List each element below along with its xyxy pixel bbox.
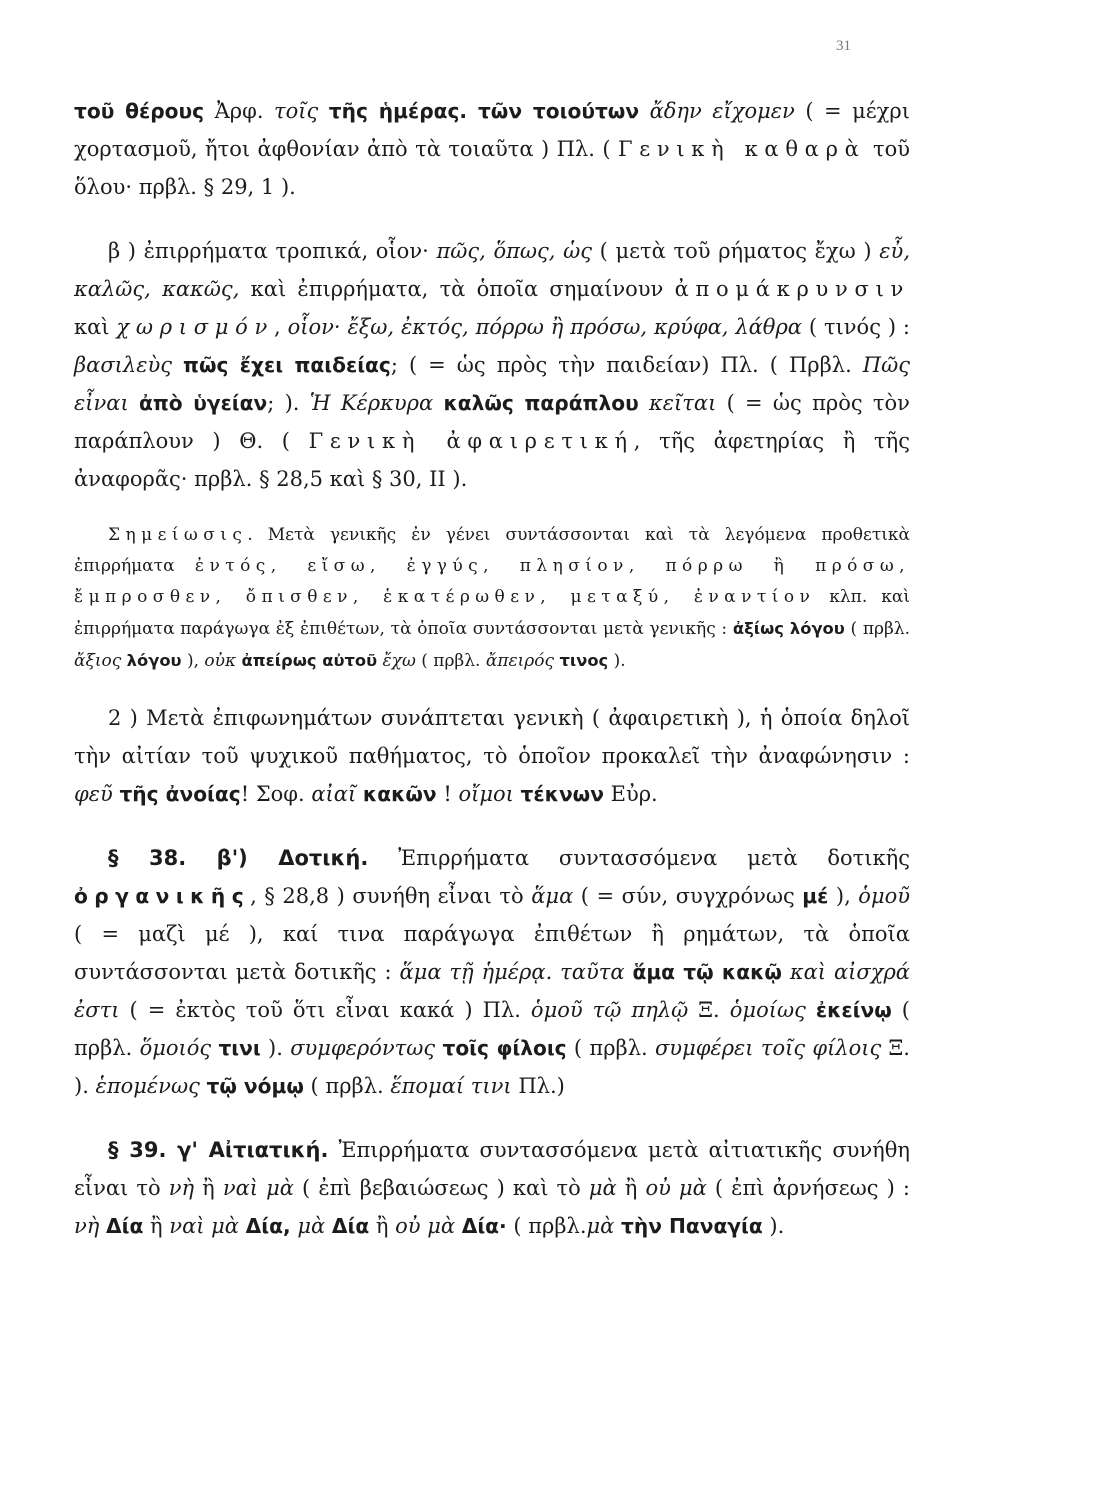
text: . Μετὰ γενικῆς ἐν γένει συντάσσονται καὶ τὰ λεγόμενα προθετικὰ ἐπιρρήματα [74, 525, 910, 576]
text: ( = σύν, συγχρόνως [573, 884, 803, 908]
text [639, 99, 650, 123]
section-heading: § 38. β') Δοτική. [108, 846, 369, 870]
italic-phrase: μὰ [297, 1214, 326, 1238]
bold-phrase: τὴν Παναγία [621, 1214, 763, 1238]
bold-phrase: Δία· [461, 1214, 507, 1238]
italic-phrase: οὐκ [204, 651, 237, 671]
bold-phrase: τῷ νόμῳ [206, 1074, 304, 1098]
text: ἢ [616, 1176, 646, 1200]
italic-phrase: ὅμοιός [139, 1036, 212, 1060]
text: ! Σοφ. [240, 782, 312, 806]
bold-phrase: τινι [218, 1036, 261, 1060]
italic-phrase: φεῦ [74, 782, 113, 806]
text [782, 960, 790, 984]
spaced-term: ἐντός, εἴσω, ἐγγύς, πλησίον, πόρρω ἢ πρόσω, ἔμπροσθεν, ὄπισθεν, ἑκατέρωθεν, μεταξύ, ἐναντίον [74, 556, 910, 607]
text [639, 391, 649, 415]
text: ( ἐπὶ βεβαιώσεως ) καὶ τὸ [293, 1176, 589, 1200]
text: ( πρβλ. [844, 619, 911, 639]
text: 2 ) Μετὰ ἐπιφωνημάτων συνάπτεται γενικὴ ( ἀφαιρετικὴ ), ἡ ὁποία δηλοῖ τὴν αἰτίαν τοῦ ψυχικοῦ παθήματος, τὸ ὁποῖον προκαλεῖ τὴν ἀναφώνησιν : [74, 706, 910, 768]
text: , § 28,8 ) συνήθη εἶναι τὸ [250, 884, 532, 908]
text: ( πρβλ. [303, 1074, 391, 1098]
text [239, 1214, 246, 1238]
spaced-term: Γενικὴ ἀφαιρετική [308, 429, 634, 453]
text: ), [828, 884, 859, 908]
text: ἢ [194, 1176, 223, 1200]
bold-phrase: τοῖς φίλοις [442, 1036, 567, 1060]
italic-phrase: ὁμοῦ [858, 884, 910, 908]
bold-phrase: μέ [802, 884, 829, 908]
note-paragraph [74, 520, 910, 677]
spaced-term: χωρισμόν [116, 315, 275, 339]
italic-phrase: ἅμα [531, 884, 574, 908]
italic-phrase: τοῖς [274, 99, 319, 123]
note-label: Σημείωσις [108, 525, 248, 545]
italic-phrase: συμφερόντως [290, 1036, 436, 1060]
text: Εὐρ. [603, 782, 658, 806]
text: Πλ.) [511, 1074, 565, 1098]
italic-phrase: ἄδην εἴχομεν [649, 99, 795, 123]
italic-phrase: συμφέρει τοῖς φίλοις [654, 1036, 882, 1060]
text: ( μετὰ τοῦ ρήματος ἔχω ) [592, 239, 880, 263]
italic-phrase: μὰ [588, 1176, 617, 1200]
text [514, 782, 521, 806]
bold-phrase: τῆς ἀνοίας [119, 782, 241, 806]
text [806, 998, 816, 1022]
text: καὶ [74, 315, 117, 339]
italic-phrase: νὴ [74, 1214, 100, 1238]
page-number: 31 [836, 38, 851, 54]
italic-phrase: ὁμοίως [729, 998, 806, 1022]
text: κλπ. καὶ ἐπιρρήματα παράγωγα ἐξ ἐπιθέτων, τὰ ὁποῖα συντάσσονται μετὰ γενικῆς : [74, 587, 911, 639]
text: ( = μαζὶ μέ ), καί τινα παράγωγα ἐπιθέτων ἢ ρημάτων, τὰ ὁποῖα συντάσσονται μετὰ δοτικῆς : [74, 922, 910, 984]
italic-phrase: οἴμοι [458, 782, 514, 806]
bold-phrase: ἅμα τῷ κακῷ [632, 960, 782, 984]
text: ( πρβλ. [506, 1214, 587, 1238]
italic-phrase: οὐ μὰ [645, 1176, 707, 1200]
spaced-term: ὀργανικῆς [74, 884, 251, 908]
italic-phrase: οὐ μὰ [395, 1214, 456, 1238]
text [356, 782, 363, 806]
italic-phrase: ἕπομαί τινι [390, 1074, 512, 1098]
italic-phrase: ὁμοῦ τῷ πηλῷ [530, 998, 689, 1022]
text: ( τινός ) : [801, 315, 911, 339]
italic-phrase: Πῶς εἶναι [74, 353, 910, 415]
text: ( = ὡς πρὸς τὸν παράπλουν ) Θ. ( [74, 391, 910, 453]
page-body [74, 92, 910, 1245]
text: τοῦ ὅλου· πρβλ. § 29, 1 ). [74, 137, 911, 199]
italic-phrase: Ἡ Κέρκυρα [309, 391, 434, 415]
text: ! [436, 782, 459, 806]
text: ), [181, 651, 205, 671]
text: ; ). [267, 391, 310, 415]
text [200, 1074, 207, 1098]
paragraph-interjections [74, 699, 910, 813]
bold-phrase: τοῦ θέρους [74, 99, 205, 123]
spaced-term: ἀπομάκρυνσιν [674, 277, 911, 301]
text: καὶ ἐπιρρήματα, τὰ ὁποῖα σημαίνουν [239, 277, 675, 301]
text: Ξ. ). [74, 1036, 910, 1098]
text: ( = ἐκτὸς τοῦ ὅτι εἶναι κακά ) Πλ. [119, 998, 531, 1022]
text [129, 391, 139, 415]
text: ). [762, 1214, 785, 1238]
italic-phrase: ἅμα τῇ ἡμέρᾳ. ταῦτα [399, 960, 625, 984]
text: ( = μέχρι χορτασμοῦ, ἤτοι ἀφθονίαν ἀπὸ τὰ τοιαῦτα ) Πλ. ( [74, 99, 910, 161]
section-38-dative [74, 839, 910, 1105]
text: Ἀρφ. [204, 99, 275, 123]
bold-phrase: τῆς ἡμέρας. τῶν τοιούτων [328, 99, 640, 123]
text: Ξ. [688, 998, 730, 1022]
text: ἢ [369, 1214, 396, 1238]
italic-phrase: οἷον· ἔξω, ἐκτός, πόρρω ἢ πρόσω, κρύφα, λάθρα [287, 315, 802, 339]
text [433, 391, 443, 415]
italic-phrase: ἑπομένως [95, 1074, 200, 1098]
italic-phrase: νὴ [168, 1176, 195, 1200]
text: ( πρβλ. [566, 1036, 655, 1060]
text [325, 1214, 332, 1238]
section-39-accusative [74, 1131, 910, 1245]
text [318, 99, 329, 123]
bold-phrase: ἀπείρως αὐτοῦ [241, 651, 378, 670]
italic-phrase: ναὶ μὰ [222, 1176, 294, 1200]
italic-phrase: καὶ αἰσχρά ἐστι [74, 960, 910, 1022]
paragraph-genitive-time [74, 92, 910, 206]
bold-phrase: ἀπὸ ὑγείαν [138, 391, 268, 415]
text: ( πρβλ. [74, 998, 910, 1060]
bold-phrase: Δία [106, 1214, 144, 1238]
bold-phrase: κακῶν [362, 782, 437, 806]
italic-phrase: ἔχω [382, 651, 416, 671]
section-heading: § 39. γ' Αἰτιατική. [108, 1138, 329, 1162]
bold-phrase: ἐκείνῳ [815, 998, 892, 1022]
bold-phrase: πῶς ἔχει παιδείας [183, 353, 391, 377]
bold-phrase: Δία, [245, 1214, 291, 1238]
bold-phrase: τινος [559, 651, 609, 670]
paragraph-modal-adverbs [74, 232, 910, 498]
italic-phrase: πῶς, ὅπως, ὡς [436, 239, 593, 263]
italic-phrase: ἄπειρός [485, 651, 555, 671]
text [455, 1214, 462, 1238]
text: , τῆς ἀφετηρίας ἢ τῆς ἀναφορᾶς· πρβλ. § 28,5 καὶ § 30, II ). [74, 429, 910, 491]
text: β ) ἐπιρρήματα τροπικά, οἷον· [108, 239, 437, 263]
text: ( πρβλ. [415, 651, 486, 671]
text: ( ἐπὶ ἀρνήσεως ) : [706, 1176, 910, 1200]
bold-phrase: Δία [331, 1214, 370, 1238]
bold-phrase: λόγου [126, 651, 182, 670]
italic-phrase: βασιλεὺς [74, 353, 172, 377]
italic-phrase: μὰ [586, 1214, 615, 1238]
italic-phrase: κεῖται [649, 391, 717, 415]
bold-phrase: καλῶς παράπλου [443, 391, 639, 415]
text: ). [608, 651, 626, 671]
text [172, 353, 183, 377]
italic-phrase: ναὶ μὰ [169, 1214, 239, 1238]
text: ἢ [143, 1214, 170, 1238]
bold-phrase: ἀξίως λόγου [732, 619, 845, 638]
text: ; ( = ὡς πρὸς τὴν παιδείαν) Πλ. ( Πρβλ. [390, 353, 863, 377]
bold-phrase: τέκνων [520, 782, 604, 806]
italic-phrase: αἰαῖ [311, 782, 357, 806]
text: , [274, 315, 288, 339]
text: Ἐπιρρήματα συντασσόμενα μετὰ αἰτιατικῆς συνήθη εἶναι τὸ [74, 1138, 910, 1200]
text: ). [260, 1036, 291, 1060]
italic-phrase: εὖ, καλῶς, κακῶς, [74, 239, 910, 301]
text: Ἐπιρρήματα συντασσόμενα μετὰ δοτικῆς [368, 846, 910, 870]
italic-phrase: ἄξιος [74, 651, 122, 671]
spaced-term: Γενικὴ καθαρὰ [617, 137, 866, 161]
